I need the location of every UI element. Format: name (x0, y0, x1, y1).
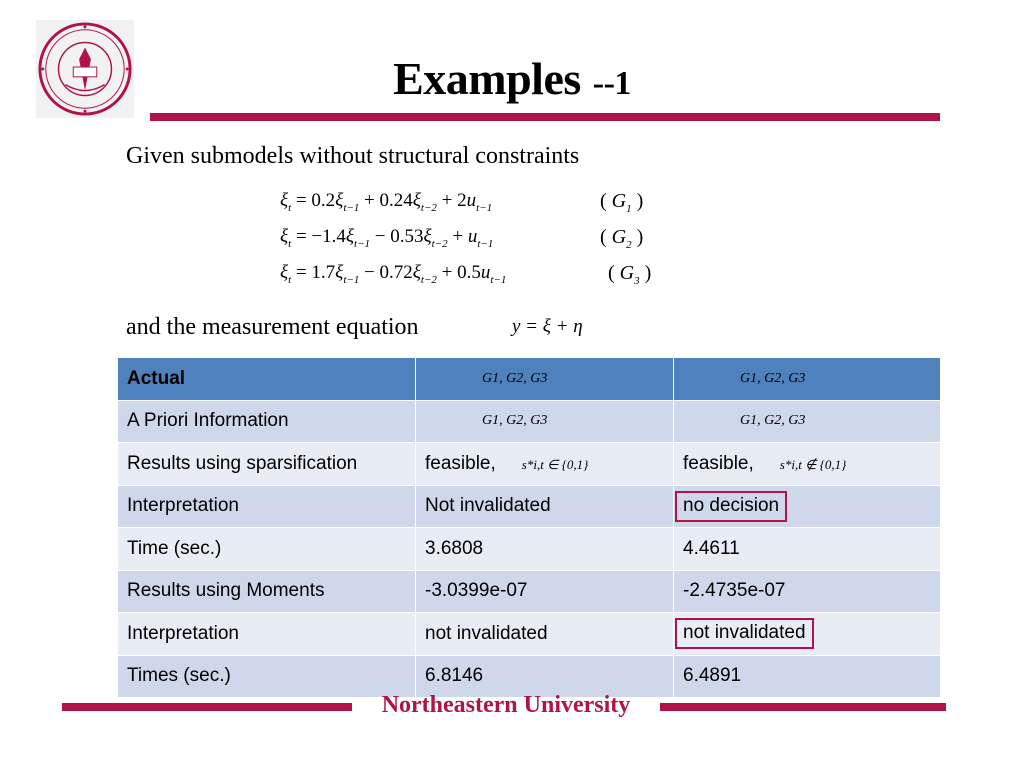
highlight-box: no decision (675, 491, 787, 522)
table-row (118, 443, 941, 486)
table-cell: feasible, s*i,t ∈ {0,1} (416, 443, 674, 486)
measurement-label: and the measurement equation (126, 314, 419, 340)
page-title (0, 52, 1024, 105)
footer-text: Northeastern University (381, 692, 631, 718)
cell-formula: s*i,t ∉ {0,1} (779, 456, 847, 472)
eq-coef: + 2 (441, 190, 467, 211)
title-suffix: --1 (592, 65, 631, 102)
table-cell (674, 613, 941, 656)
equation-tag: ( $G_3$ ) (608, 262, 652, 287)
table-row (118, 485, 941, 528)
title-divider (150, 113, 940, 121)
table-cell: Not invalidated (416, 485, 674, 528)
cell-formula: s*i,t ∈ {0,1} (521, 456, 589, 472)
eq-coef: + 0.24 (364, 190, 413, 211)
highlight-box: not invalidated (675, 618, 814, 649)
table-row (118, 613, 941, 656)
header-cell: G1, G2, G3 (416, 358, 674, 401)
row-label: Results using sparsification (118, 443, 416, 486)
results-table (117, 357, 941, 698)
eq-sign: = (295, 190, 312, 211)
table-header-row (118, 358, 941, 401)
table-cell (674, 485, 941, 528)
table-cell: G1, G2, G3 (416, 400, 674, 443)
footer-divider-right (660, 703, 946, 711)
eq-sign: = (295, 262, 312, 283)
eq-coef: + (452, 226, 468, 247)
table-cell: 3.6808 (416, 528, 674, 571)
header-cell: Actual (118, 358, 416, 401)
table-cell: 6.8146 (416, 655, 674, 698)
table-cell: -3.0399e-07 (416, 570, 674, 613)
row-label: A Priori Information (118, 400, 416, 443)
eq-sign: = − (295, 226, 323, 247)
measurement-equation: y = ξ + η (512, 316, 583, 337)
row-label: Interpretation (118, 485, 416, 528)
header-cell: G1, G2, G3 (674, 358, 941, 401)
intro-text: Given submodels without structural constraints (126, 143, 580, 169)
table-cell: G1, G2, G3 (674, 400, 941, 443)
row-label: Results using Moments (118, 570, 416, 613)
table-cell: not invalidated (416, 613, 674, 656)
table-row (118, 570, 941, 613)
eq-coef: + 0.5 (441, 262, 481, 283)
table-cell: -2.4735e-07 (674, 570, 941, 613)
eq-coef: − 0.53 (374, 226, 424, 247)
table-cell: feasible, s*i,t ∉ {0,1} (674, 443, 941, 486)
row-label: Interpretation (118, 613, 416, 656)
row-label: Times (sec.) (118, 655, 416, 698)
table-row (118, 400, 941, 443)
title-main: Examples (393, 53, 581, 104)
eq-coef: 1.4 (322, 226, 346, 247)
table-cell: 6.4891 (674, 655, 941, 698)
row-label: Time (sec.) (118, 528, 416, 571)
table-row (118, 528, 941, 571)
table-cell: 4.4611 (674, 528, 941, 571)
equation-tag: ( $G_1$ ) (600, 190, 644, 215)
footer-divider-left (62, 703, 352, 711)
equation-tag: ( $G_2$ ) (600, 226, 644, 251)
eq-coef: 1.7 (311, 262, 336, 283)
eq-coef: 0.2 (311, 190, 336, 211)
eq-coef: − 0.72 (364, 262, 413, 283)
